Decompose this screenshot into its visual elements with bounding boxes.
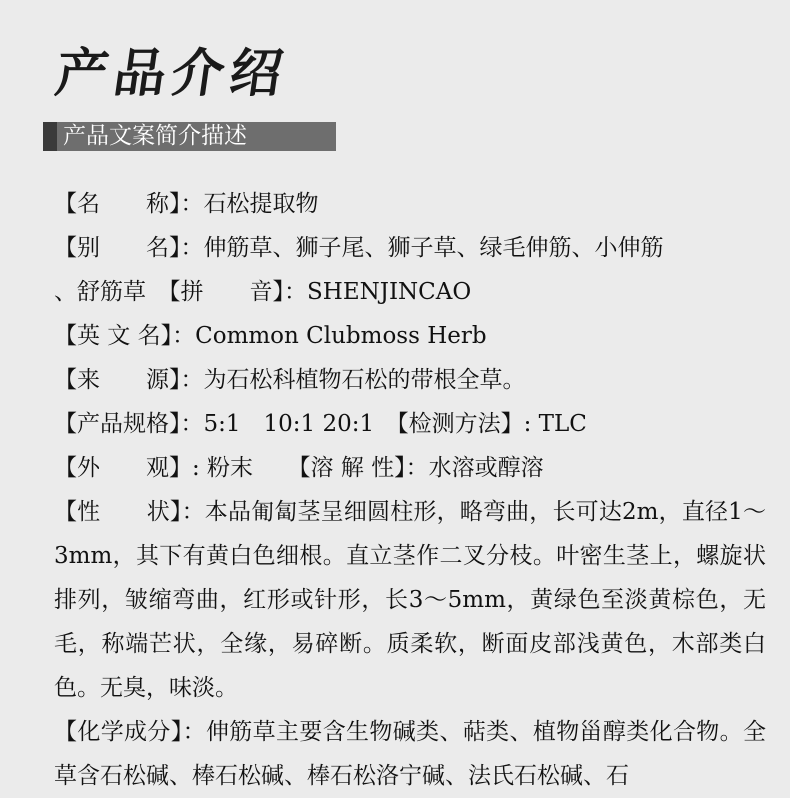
field-english-name: 【英 文 名】：Common Clubmoss Herb (54, 323, 487, 349)
field-spec-test-method: 【产品规格】：5:1 10:1 20:1 【检测方法】: TLC (54, 411, 587, 437)
field-source: 【来 源】：为石松科植物石松的带根全草。 (54, 367, 526, 393)
section-header-label: 产品文案简介描述 (63, 123, 247, 149)
field-alias-continued-pinyin: 、舒筋草 【拼 音】：SHENJINCAO (54, 279, 472, 305)
field-name: 【名 称】：石松提取物 (54, 191, 319, 217)
page-title: 产品介绍 (51, 43, 293, 104)
section-header (43, 122, 336, 151)
product-description (54, 182, 766, 798)
field-alias: 【别 名】：伸筋草、狮子尾、狮子草、绿毛伸筋、小伸筋 (54, 235, 664, 261)
field-traits: 【性 状】：本品匍匐茎呈细圆柱形，略弯曲，长可达2m，直径1～3mm，其下有黄白色细根。直立茎作二叉分枝。叶密生茎上，螺旋状排列，皱缩弯曲，红形或针形，长3～5mm，黄绿色至淡黄棕色，无毛，称端芒状，全缘，易碎断。质柔软，断面皮部浅黄色，木部类白色。无臭，味淡。 (54, 499, 766, 701)
field-chemistry: 【化学成分】：伸筋草主要含生物碱类、萜类、植物甾醇类化合物。全草含石松碱、棒石松碱、棒石松洛宁碱、法氏石松碱、石 (54, 719, 766, 789)
field-appearance-solubility: 【外 观】: 粉末 【溶 解 性】：水溶或醇溶 (54, 455, 544, 481)
